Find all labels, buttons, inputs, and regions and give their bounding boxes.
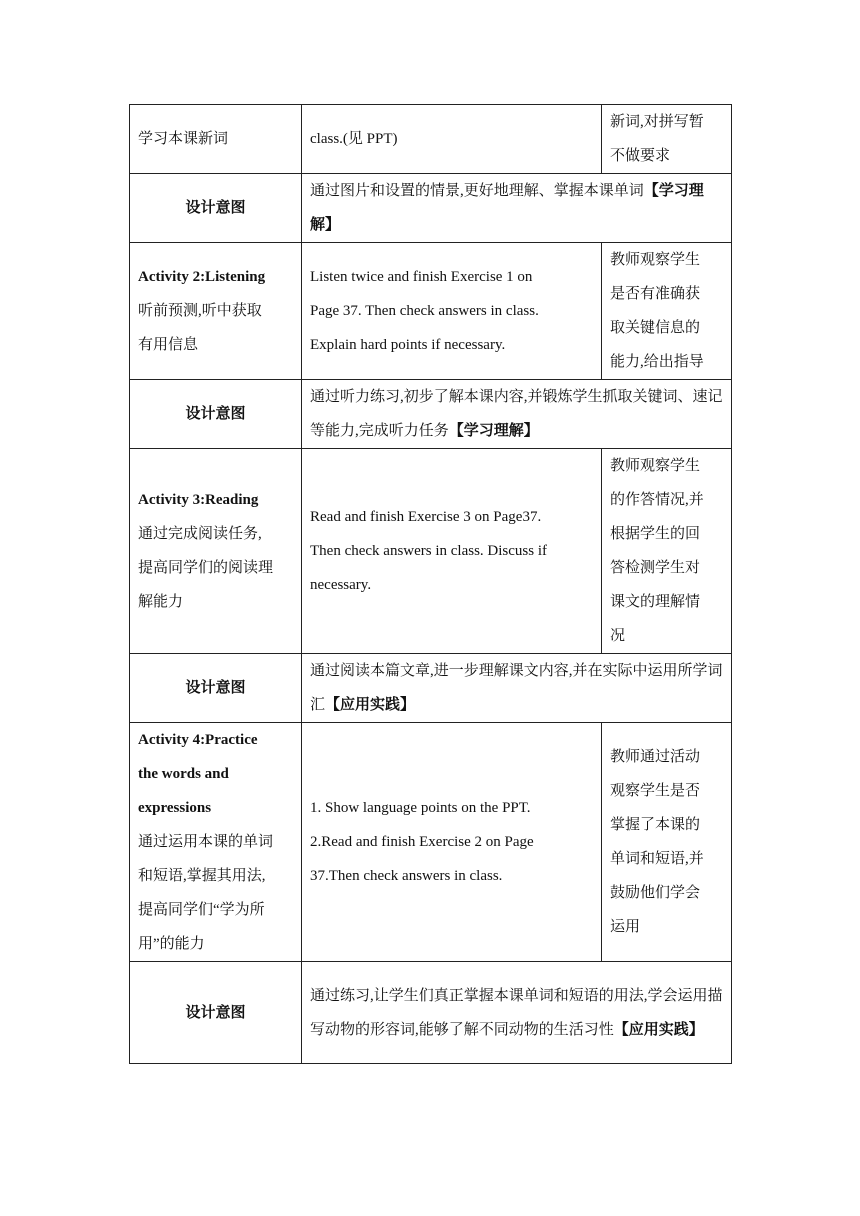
procedure-text: 37.Then check answers in class.	[310, 868, 503, 884]
evaluation-text: 的作答情况,并	[610, 492, 704, 508]
activity-description: 听前预测,听中获取	[138, 303, 262, 319]
activity-description: 通过运用本课的单词	[138, 834, 274, 850]
procedure-cell	[302, 105, 602, 174]
activity-description: 学习本课新词	[138, 131, 229, 147]
design-intent-text: 通过阅读本篇文章,进一步理解课文内容,并在实际中运用所学词汇	[310, 663, 723, 713]
activity-description: 和短语,掌握其用法,	[138, 868, 266, 884]
procedure-text: Explain hard points if necessary.	[310, 337, 506, 353]
activity-description: 解能力	[138, 594, 184, 610]
evaluation-cell	[602, 105, 732, 174]
activity-title: Activity 4:Practice	[138, 732, 258, 748]
evaluation-cell	[602, 723, 732, 962]
evaluation-text: 答检测学生对	[610, 560, 701, 576]
evaluation-text: 教师通过活动	[610, 749, 701, 765]
activity-title: Activity 2:Listening	[138, 269, 266, 285]
design-intent-text: 通过听力练习,初步了解本课内容,并锻炼学生抓取关键词、速记等能力,完成听力任务	[310, 389, 723, 439]
activity-cell	[130, 105, 302, 174]
activity-cell	[130, 449, 302, 654]
evaluation-text: 教师观察学生	[610, 458, 701, 474]
activity-cell	[130, 243, 302, 380]
lesson-plan-table	[129, 104, 732, 1064]
table-row	[130, 962, 732, 1064]
activity-title: the words and	[138, 766, 229, 782]
design-intent-label: 设计意图	[130, 962, 302, 1064]
procedure-text: 2.Read and finish Exercise 2 on Page	[310, 834, 534, 850]
design-intent-tag: 【应用实践】	[613, 1021, 704, 1038]
design-intent-cell	[302, 174, 732, 243]
table-row	[130, 105, 732, 174]
design-intent-text: 通过练习,让学生们真正掌握本课单词和短语的用法,学会运用描写动物的形容词,能够了解不同动物的生活习性	[310, 987, 723, 1038]
procedure-cell	[302, 723, 602, 962]
evaluation-text: 掌握了本课的	[610, 817, 701, 833]
evaluation-text: 单词和短语,并	[610, 851, 704, 867]
activity-description: 通过完成阅读任务,	[138, 526, 262, 542]
table-row	[130, 174, 732, 243]
design-intent-label: 设计意图	[130, 654, 302, 723]
evaluation-text: 是否有准确获	[610, 286, 701, 302]
table-row	[130, 243, 732, 380]
evaluation-text: 能力,给出指导	[610, 354, 704, 370]
procedure-text: Then check answers in class. Discuss if	[310, 543, 548, 559]
design-intent-tag: 【学习理解】	[310, 183, 704, 233]
activity-title: expressions	[138, 800, 212, 816]
design-intent-cell	[302, 654, 732, 723]
design-intent-cell	[302, 962, 732, 1064]
procedure-text: Page 37. Then check answers in class.	[310, 303, 539, 319]
design-intent-tag: 【应用实践】	[325, 697, 416, 713]
table-row	[130, 654, 732, 723]
table-row	[130, 723, 732, 962]
procedure-text: 1. Show language points on the PPT.	[310, 800, 531, 816]
evaluation-text: 新词,对拼写暂	[610, 114, 704, 130]
evaluation-text: 不做要求	[610, 148, 671, 164]
procedure-text: Listen twice and finish Exercise 1 on	[310, 269, 533, 285]
evaluation-text: 运用	[610, 919, 641, 935]
procedure-text: necessary.	[310, 577, 372, 593]
evaluation-text: 教师观察学生	[610, 252, 701, 268]
evaluation-cell	[602, 449, 732, 654]
evaluation-text: 取关键信息的	[610, 320, 701, 336]
procedure-text: class.(见 PPT)	[310, 131, 398, 147]
activity-cell	[130, 723, 302, 962]
evaluation-text: 观察学生是否	[610, 783, 701, 799]
procedure-text: Read and finish Exercise 3 on Page37.	[310, 509, 542, 525]
design-intent-text: 通过图片和设置的情景,更好地理解、掌握本课单词	[310, 183, 644, 199]
evaluation-text: 况	[610, 628, 626, 644]
activity-description: 提高同学们的阅读理	[138, 560, 274, 576]
design-intent-tag: 【学习理解】	[448, 423, 539, 439]
table-row	[130, 380, 732, 449]
activity-description: 提高同学们“学为所	[138, 902, 265, 918]
evaluation-text: 课文的理解情	[610, 594, 701, 610]
activity-description: 有用信息	[138, 337, 199, 353]
evaluation-text: 根据学生的回	[610, 526, 701, 542]
design-intent-cell	[302, 380, 732, 449]
design-intent-label: 设计意图	[130, 380, 302, 449]
activity-description: 用”的能力	[138, 936, 205, 952]
procedure-cell	[302, 243, 602, 380]
design-intent-label: 设计意图	[130, 174, 302, 243]
evaluation-cell	[602, 243, 732, 380]
evaluation-text: 鼓励他们学会	[610, 885, 701, 901]
procedure-cell	[302, 449, 602, 654]
table-row	[130, 449, 732, 654]
activity-title: Activity 3:Reading	[138, 492, 259, 508]
